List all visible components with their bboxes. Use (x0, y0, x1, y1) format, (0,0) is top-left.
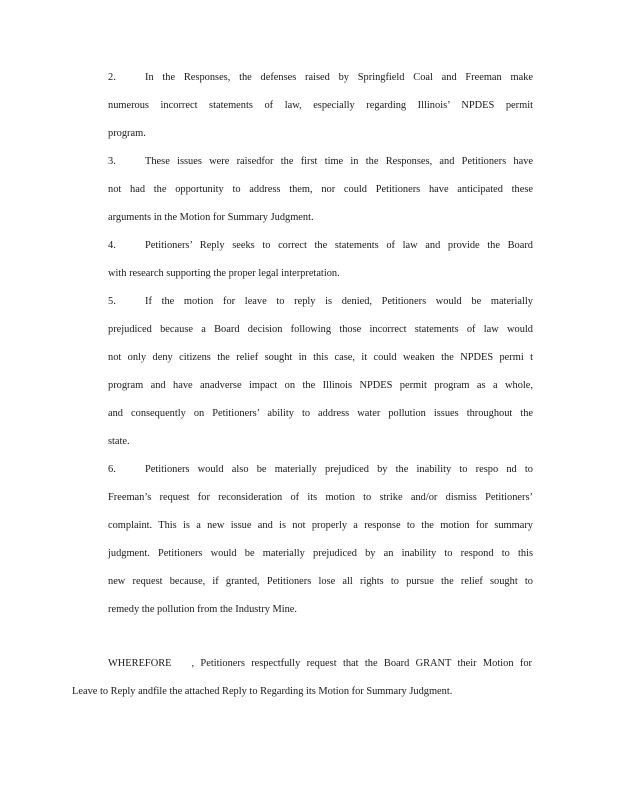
paragraph-4-line-2: with research supporting the proper legal interpretation. (108, 268, 340, 279)
paragraph-text: If the motion for leave to reply is denied, Petitioners would be materially (145, 296, 533, 307)
paragraph-5-line-5: and consequently on Petitioners’ ability to address water pollution issues throughout the (108, 408, 533, 419)
paragraph-2-line-1 (108, 71, 533, 85)
paragraph-5-line-4: program and have anadverse impact on the Illinois NPDES permit program as a whole, (108, 380, 533, 391)
paragraph-5-line-3: not only deny citizens the relief sought in this case, it could weaken the NPDES permi t (108, 352, 533, 363)
wherefore-text: , Petitioners respectfully request that the Board GRANT their Motion for (191, 658, 532, 669)
paragraph-number: 4. (108, 240, 116, 251)
paragraph-number: 5. (108, 296, 116, 307)
paragraph-2-line-2: numerous incorrect statements of law, especially regarding Illinois’ NPDES permit (108, 100, 533, 111)
paragraph-6-line-6: remedy the pollution from the Industry Mine. (108, 604, 298, 615)
paragraph-number: 3. (108, 156, 116, 167)
paragraph-5-line-2: prejudiced because a Board decision following those incorrect statements of law would (108, 324, 533, 335)
paragraph-text: These issues were raisedfor the first time in the Responses, and Petitioners have (145, 156, 533, 167)
paragraph-6-line-5: new request because, if granted, Petitioners lose all rights to pursue the relief sought to (108, 576, 533, 587)
paragraph-3-line-2: not had the opportunity to address them, nor could Petitioners have anticipated these (108, 184, 533, 195)
paragraph-3-line-3: arguments in the Motion for Summary Judgment. (108, 212, 314, 223)
paragraph-text: Petitioners would also be materially prejudiced by the inability to respo nd to (145, 464, 533, 475)
paragraph-text: In the Responses, the defenses raised by Springfield Coal and Freeman make (145, 72, 533, 83)
paragraph-6-line-2: Freeman’s request for reconsideration of its motion to strike and/or dismiss Petitioners’ (108, 492, 533, 503)
paragraph-6-line-3: complaint. This is a new issue and is not properly a response to the motion for summary (108, 520, 533, 531)
paragraph-text: Petitioners’ Reply seeks to correct the statements of law and provide the Board (145, 240, 533, 251)
paragraph-number: 2. (108, 72, 116, 83)
paragraph-5-line-6: state. (108, 436, 130, 447)
wherefore-keyword: WHEREFORE (108, 658, 172, 669)
paragraph-6-line-4: judgment. Petitioners would be materially prejudiced by an inability to respond to this (108, 548, 533, 559)
paragraph-3-line-1 (108, 155, 533, 169)
paragraph-6-line-1 (108, 463, 533, 477)
wherefore-line-2: Leave to Reply andfile the attached Reply to Regarding its Motion for Summary Judgment. (72, 686, 453, 697)
paragraph-4-line-1 (108, 239, 533, 253)
wherefore-line-1 (108, 657, 532, 671)
paragraph-5-line-1 (108, 295, 533, 309)
paragraph-number: 6. (108, 464, 116, 475)
paragraph-2-line-3: program. (108, 128, 146, 139)
